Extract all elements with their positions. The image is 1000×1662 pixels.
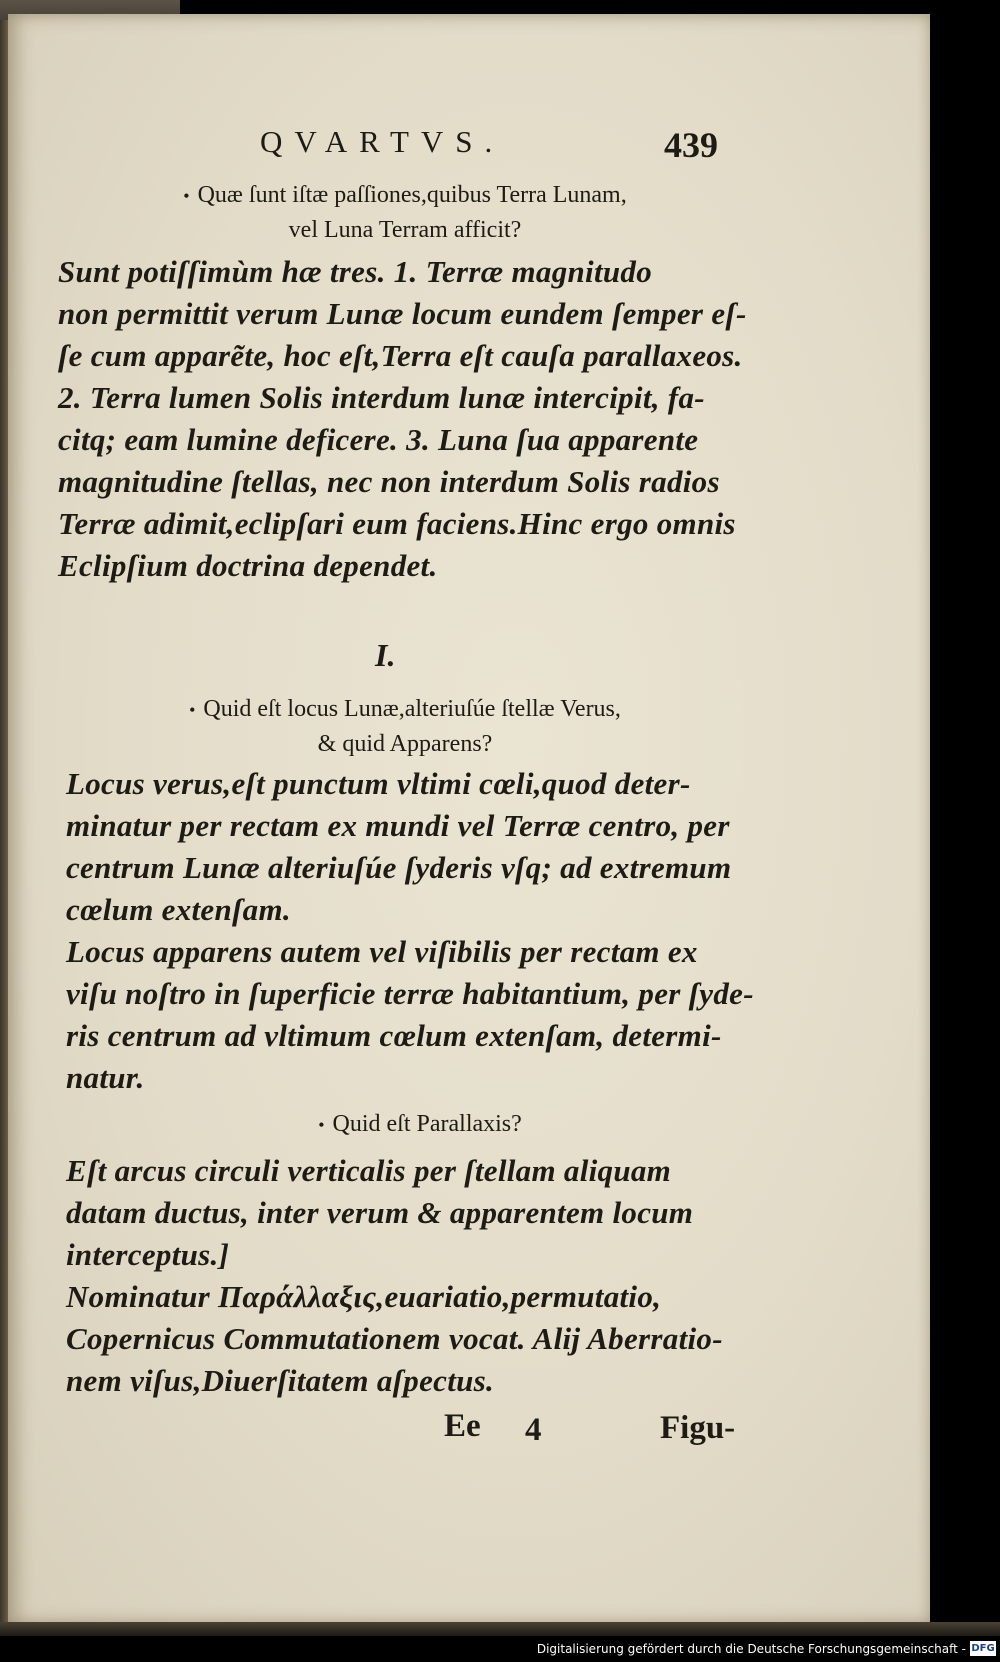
answer-line: Eſt arcus circuli verticalis per ſtellam aliquam <box>66 1153 672 1188</box>
catchword: Figu- <box>660 1410 736 1446</box>
answer-line: Terræ adimit,eclipſari eum faciens.Hinc ergo omnis <box>58 506 736 541</box>
answer-line: 2. Terra lumen Solis interdum lunæ intercipit, fa- <box>58 380 705 415</box>
answer-line: non permittit verum Lunæ locum eundem ſemper eſ- <box>58 296 747 331</box>
answer-line: natur. <box>66 1060 145 1095</box>
bullet-icon: • <box>318 1115 325 1136</box>
answer-line: viſu noſtro in ſuperficie terræ habitantium, per ſyde- <box>66 976 754 1011</box>
bullet-icon: • <box>183 186 190 207</box>
answer-line: ris centrum ad vltimum cœlum extenſam, determi- <box>66 1018 722 1053</box>
signature-number: 4 <box>525 1412 542 1448</box>
question-locus <box>110 692 700 761</box>
bullet-icon: • <box>189 700 196 721</box>
answer-line: centrum Lunæ alteriuſúe ſyderis vſq; ad extremum <box>66 850 732 885</box>
answer-line: Locus verus,eſt punctum vltimi cœli,quod deter- <box>66 766 691 801</box>
answer-line: Eclipſium doctrina dependet. <box>58 548 438 583</box>
question-line: Quæ ſunt iſtæ paſſiones,quibus Terra Lunam, <box>197 182 627 208</box>
answer-line: Sunt potiſſimùm hæ tres. 1. Terræ magnitudo <box>58 254 652 289</box>
answer-parallaxis <box>66 1150 723 1402</box>
answer-line: interceptus.] <box>66 1237 230 1272</box>
book-edge-bottom <box>0 1622 1000 1636</box>
answer-line: minatur per rectam ex mundi vel Terræ centro, per <box>66 808 730 843</box>
answer-line: ſe cum apparẽte, hoc eſt,Terra eſt cauſa parallaxeos. <box>58 338 743 373</box>
credit-text: Digitalisierung gefördert durch die Deutsche Forschungsgemeinschaft - <box>536 1642 966 1656</box>
answer-line: datam ductus, inter verum & apparentem locum <box>66 1195 694 1230</box>
answer-line: Copernicus Commutationem vocat. Alij Aberratio- <box>66 1321 723 1356</box>
page-number: 439 <box>664 125 718 165</box>
answer-line: citq; eam lumine deficere. 3. Luna ſua apparente <box>58 422 699 457</box>
answer-line: nem viſus,Diuerſitatem aſpectus. <box>66 1363 495 1398</box>
answer-passiones <box>58 251 747 587</box>
section-numeral: I. <box>375 637 396 673</box>
question-parallaxis <box>270 1107 570 1142</box>
question-line: Quid eſt Parallaxis? <box>332 1111 522 1137</box>
answer-line: cœlum extenſam. <box>66 892 291 927</box>
question-line: Quid eſt locus Lunæ,alteriuſúe ſtellæ Verus, <box>203 696 621 722</box>
answer-line: Nominatur Παράλλαξις,euariatio,permutatio, <box>66 1279 662 1314</box>
answer-locus <box>66 763 754 1099</box>
signature-mark: Ee <box>444 1408 481 1444</box>
question-passiones <box>110 178 700 247</box>
question-line: & quid Apparens? <box>317 731 493 758</box>
running-title: QVARTVS. <box>260 124 505 159</box>
answer-line: magnitudine ſtellas, nec non interdum Solis radios <box>58 464 720 499</box>
question-line: vel Luna Terram afficit? <box>288 217 522 244</box>
digitization-credit-bar <box>0 1636 1000 1662</box>
dfg-logo: DFG <box>971 1643 995 1654</box>
answer-line: Locus apparens autem vel viſibilis per rectam ex <box>66 934 698 969</box>
